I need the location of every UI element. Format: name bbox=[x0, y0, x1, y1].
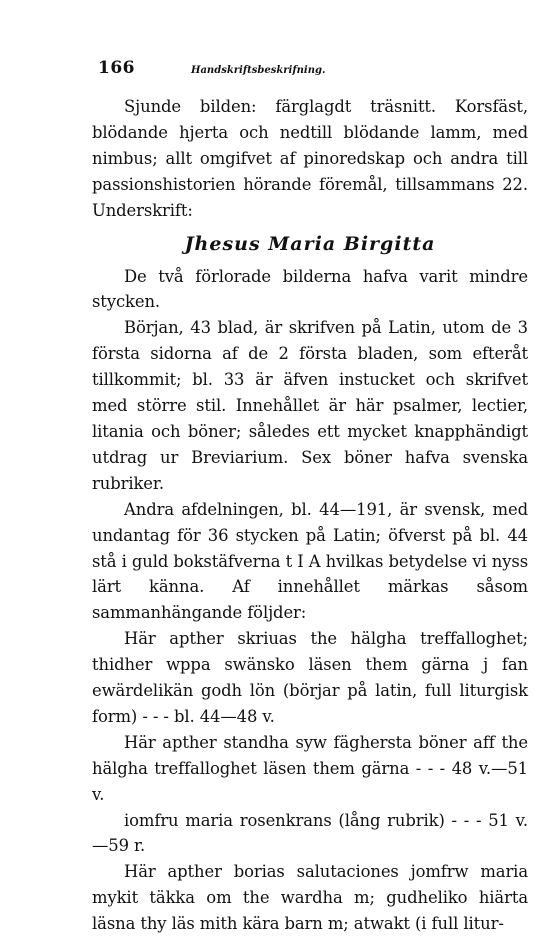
paragraph-lost-pictures: De två förlorade bilderna hafva varit mindre stycken. bbox=[92, 266, 528, 312]
paragraph-second-section: Andra afdelningen, bl. 44—191, är svensk, med undantag för 36 stycken på Latin; öfverst på bl. 44 stå i guld bokstäfverna t I A hvilkas betydelse vi nyss lärt känna. Af innehållet märkas såsom sammanhängande följder: bbox=[92, 499, 528, 623]
paragraph-picture-description: Sjunde bilden: färglagdt träsnitt. Korsfäst, blödande hjerta och nedtill blödande lamm, med nimbus; allt omgifvet af pinoredskap och andra till passionshistorien hörande föremål, tillsammans 22. Underskrift: bbox=[92, 97, 528, 220]
page-header bbox=[92, 58, 528, 94]
paragraph-salutations: Här apther borias salutaciones jomfrw maria mykit täkka om the wardha m; gudheliko hiärta läsna thy läs mith kära barn m; atwakt (i full litur- bbox=[92, 862, 528, 934]
paragraph-trinity: Här apther skriuas the hälgha treffalloghet; thidher wppa swänsko läsen them gärna j fan ewärdelikän godh lön (börjar på latin, full liturgisk form) - - - bl. 44—48 v. bbox=[92, 629, 528, 726]
running-title: Handskriftsbeskrifning. bbox=[191, 65, 326, 76]
paragraph-seven-prayers: Här apther standha syw fäghersta böner aff the hälgha treffalloghet läsen them gärna - - - 48 v.—51 v. bbox=[92, 732, 528, 804]
page-number: 166 bbox=[98, 58, 135, 78]
paragraph-beginning: Början, 43 blad, är skrifven på Latin, utom de 3 första sidorna af de 2 första bladen, som efteråt tillkommit; bl. 33 är äfven instucket och skrifvet med större stil. Innehållet är här psalmer, lectier, litania och böner; således ett mycket knapphändigt utdrag ur Breviarium. Sex böner hafva svenska rubriker. bbox=[92, 318, 528, 493]
signature-caption: Jhesus Maria Birgitta bbox=[184, 232, 436, 255]
book-page bbox=[92, 58, 528, 937]
paragraph-rosary: iomfru maria rosenkrans (lång rubrik) - - - 51 v.—59 r. bbox=[92, 810, 528, 856]
